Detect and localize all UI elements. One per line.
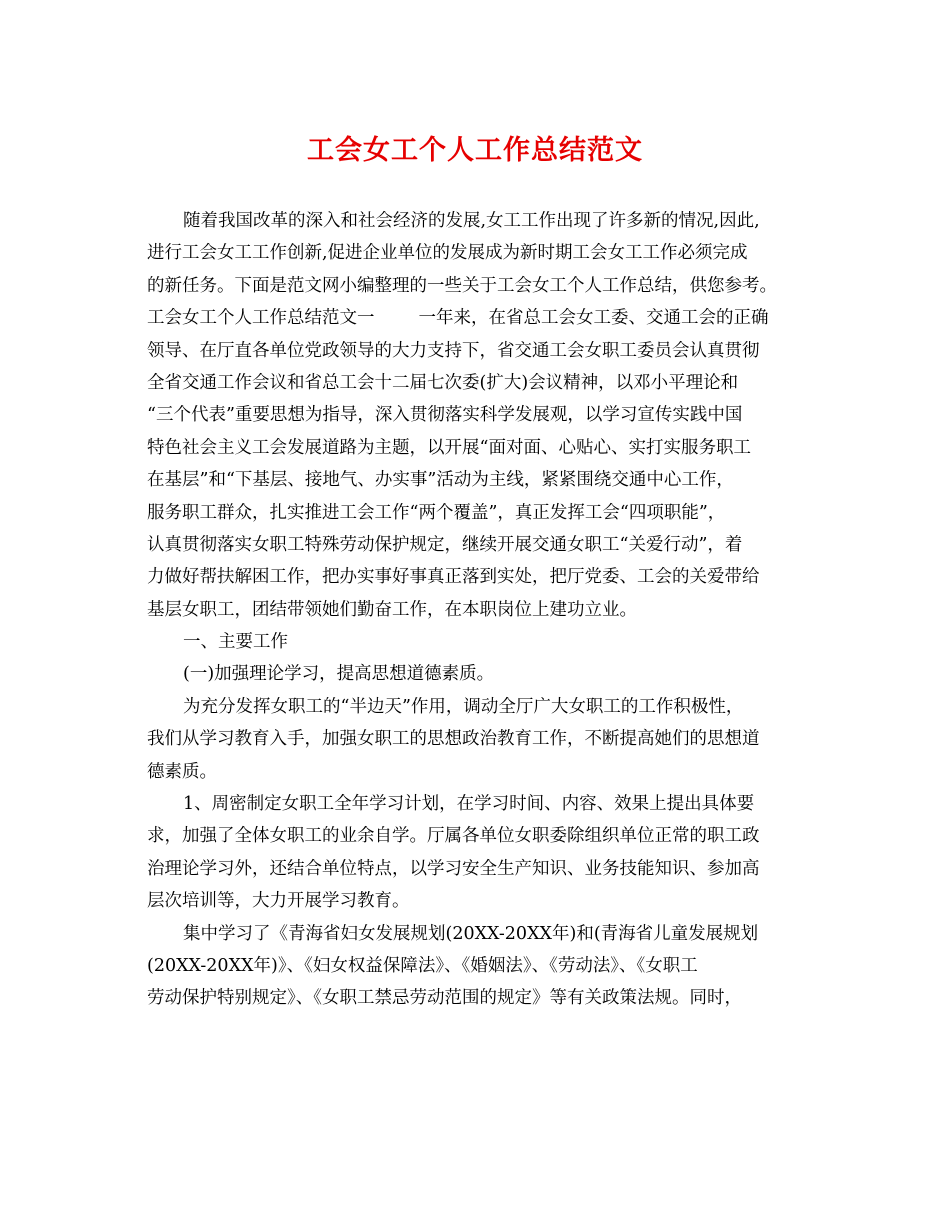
section-heading: 一、主要工作: [183, 632, 288, 653]
paragraph-line: 求，加强了全体女职工的业余自学。厅属各单位女职委除组织单位正常的职工政: [147, 826, 760, 847]
paragraph-text: 一年来，在省总工会女工委、交通工会的正确: [418, 308, 769, 329]
document-body: [147, 205, 812, 1015]
paragraph-line: 德素质。: [147, 761, 217, 782]
paragraph-line: 层次培训等，大力开展学习教育。: [147, 891, 410, 912]
paragraph-line: 劳动保护特别规定》、《女职工禁忌劳动范围的规定》等有关政策法规。同时，: [147, 988, 742, 1009]
paragraph-line: 基层女职工，团结带领她们勤奋工作，在本职岗位上建功立业。: [147, 599, 637, 620]
paragraph-line: 在基层”和“下基层、接地气、办实事”活动为主线，紧紧围绕交通中心工作，: [147, 470, 734, 491]
paragraph-line: 为充分发挥女职工的“半边天”作用，调动全厅广大女职工的工作积极性，: [183, 696, 744, 717]
paragraph-line: 力做好帮扶解困工作，把办实事好事真正落到实处，把厅党委、工会的关爱带给: [147, 567, 760, 588]
paragraph-line: 随着我国改革的深入和社会经济的发展,女工工作出现了许多新的情况,因此,: [183, 211, 760, 231]
paragraph-line: “三个代表”重要思想为指导，深入贯彻落实科学发展观，以学习宣传实践中国: [147, 405, 743, 426]
paragraph-line: 领导、在厅直各单位党政领导的大力支持下，省交通工会女职工委员会认真贯彻: [147, 340, 760, 361]
paragraph-line: 进行工会女工工作创新,促进企业单位的发展成为新时期工会女工工作必须完成: [147, 243, 748, 264]
paragraph-line: 治理论学习外，还结合单位特点，以学习安全生产知识、业务技能知识、参加高: [147, 858, 760, 879]
section-heading: 工会女工个人工作总结范文一: [147, 308, 375, 329]
document-title: 工会女工个人工作总结范文: [307, 135, 643, 166]
paragraph-line: [147, 302, 812, 334]
subsection-heading: (一)加强理论学习，提高思想道德素质。: [183, 664, 495, 685]
paragraph-line: 1、周密制定女职工全年学习计划，在学习时间、内容、效果上提出具体要: [183, 794, 755, 815]
paragraph-line: 集中学习了《青海省妇女发展规划(20XX-20XX年)和(青海省儿童发展规划: [183, 923, 759, 944]
paragraph-line: 的新任务。下面是范文网小编整理的一些关于工会女工个人工作总结，供您参考。: [147, 275, 777, 296]
paragraph-line: (20XX-20XX年)》、《妇女权益保障法》、《婚姻法》、《劳动法》、《女职工: [147, 955, 698, 976]
paragraph-line: 特色社会主义工会发展道路为主题，以开展“面对面、心贴心、实打实服务职工: [147, 437, 751, 458]
paragraph-line: 我们从学习教育入手，加强女职工的思想政治教育工作，不断提高她们的思想道: [147, 729, 760, 750]
paragraph-line: 服务职工群众，扎实推进工会工作“两个覆盖”，真正发挥工会“四项职能”，: [147, 502, 726, 523]
paragraph-line: 全省交通工作会议和省总工会十二届七次委(扩大)会议精神，以邓小平理论和: [147, 372, 739, 393]
paragraph-line: 认真贯彻落实女职工特殊劳动保护规定，继续开展交通女职工“关爱行动”，着: [147, 534, 743, 555]
